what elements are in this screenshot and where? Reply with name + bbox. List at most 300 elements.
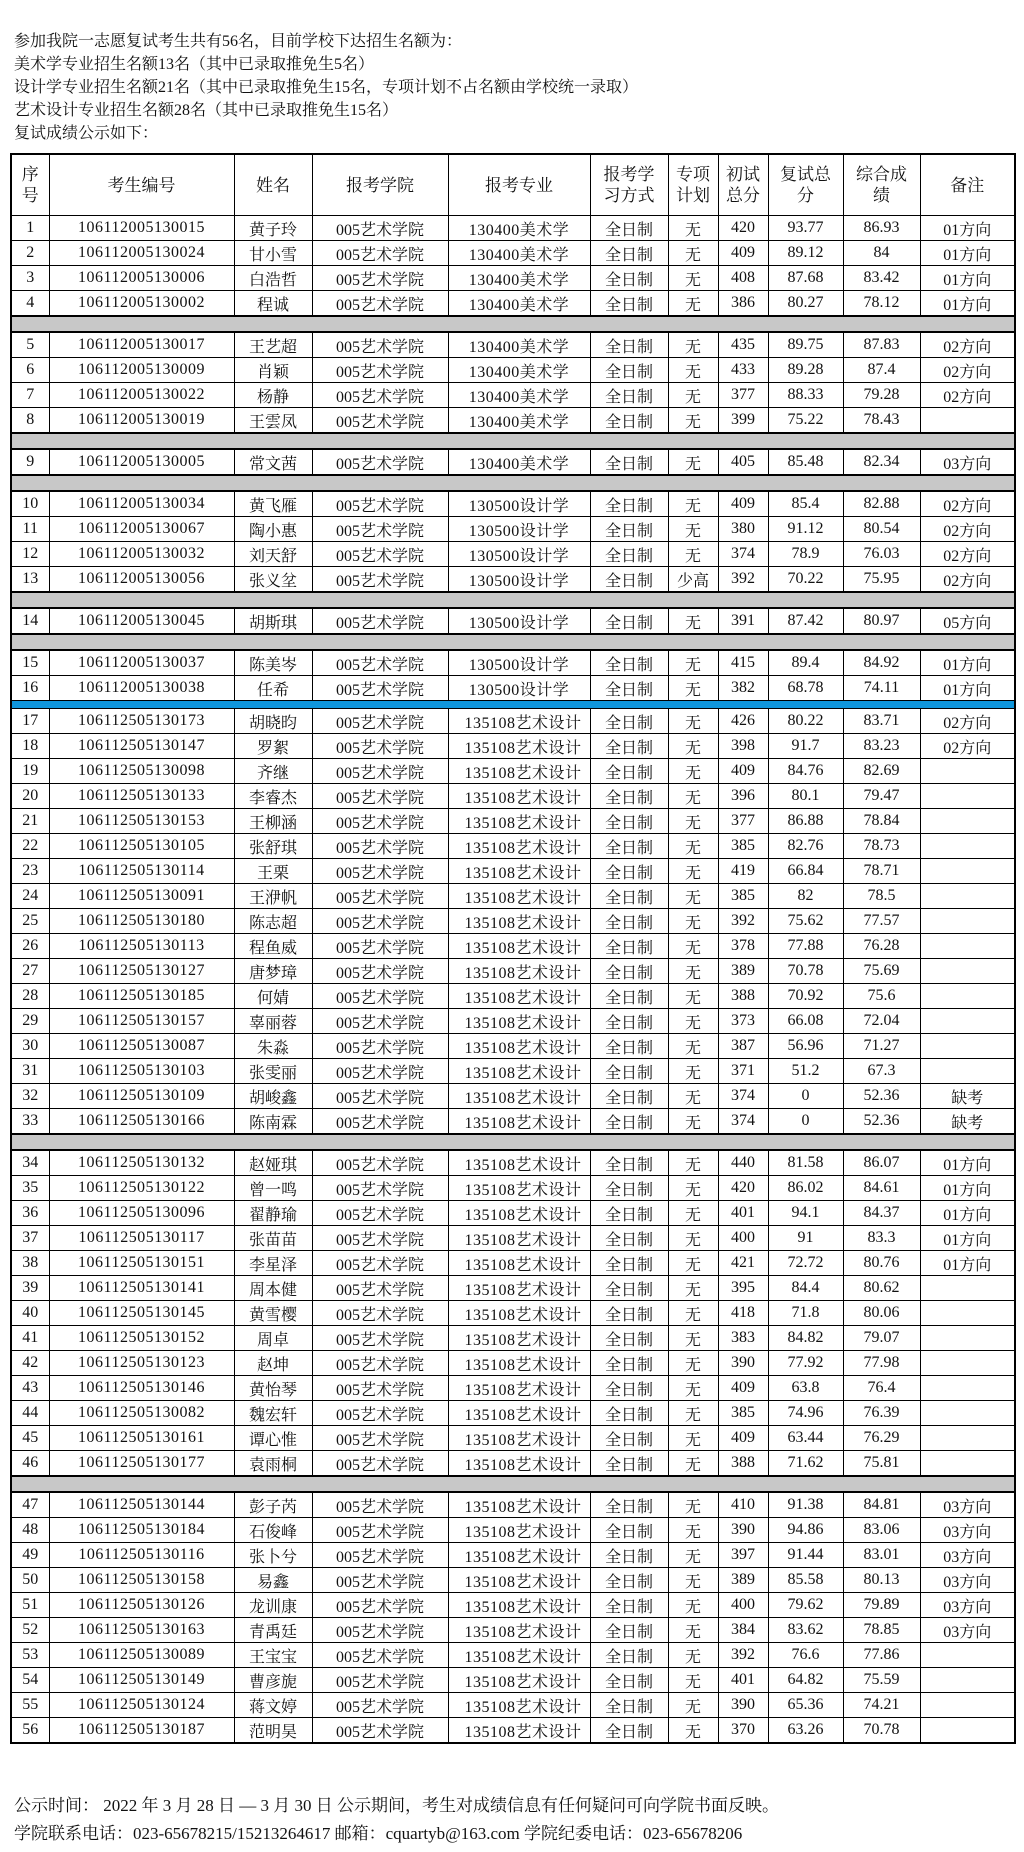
table-row <box>11 650 1015 676</box>
cell-study-mode: 全日制 <box>590 1568 668 1593</box>
table-row <box>11 1618 1015 1643</box>
cell-no: 30 <box>11 1034 49 1059</box>
cell-college: 005艺术学院 <box>312 1084 448 1109</box>
cell-initial-score: 370 <box>718 1718 768 1744</box>
cell-study-mode: 全日制 <box>590 934 668 959</box>
cell-retest-score: 74.96 <box>768 1401 843 1426</box>
cell-note: 01方向 <box>920 266 1015 291</box>
cell-retest-score: 89.4 <box>768 650 843 676</box>
cell-note <box>920 984 1015 1009</box>
cell-major: 130500设计学 <box>448 517 590 542</box>
cell-study-mode: 全日制 <box>590 676 668 701</box>
cell-study-mode: 全日制 <box>590 332 668 358</box>
cell-initial-score: 371 <box>718 1059 768 1084</box>
cell-study-mode: 全日制 <box>590 1593 668 1618</box>
cell-major: 135108艺术设计 <box>448 1376 590 1401</box>
table-row <box>11 709 1015 734</box>
cell-study-mode: 全日制 <box>590 1518 668 1543</box>
cell-no: 36 <box>11 1201 49 1226</box>
cell-study-mode: 全日制 <box>590 909 668 934</box>
cell-candidate-id: 106112505130153 <box>49 809 234 834</box>
cell-overall-score: 78.85 <box>843 1618 920 1643</box>
intro-line-fine-arts-quota: 美术学专业招生名额13名（其中已录取推免生5名） <box>14 56 375 73</box>
cell-initial-score: 420 <box>718 216 768 241</box>
cell-major: 135108艺术设计 <box>448 1426 590 1451</box>
cell-candidate-id: 106112505130113 <box>49 934 234 959</box>
cell-overall-score: 83.71 <box>843 709 920 734</box>
cell-note: 02方向 <box>920 542 1015 567</box>
cell-college: 005艺术学院 <box>312 834 448 859</box>
cell-major: 135108艺术设计 <box>448 984 590 1009</box>
cell-initial-score: 386 <box>718 291 768 317</box>
cell-no: 44 <box>11 1401 49 1426</box>
cell-major: 135108艺术设计 <box>448 1618 590 1643</box>
cell-overall-score: 80.62 <box>843 1276 920 1301</box>
cell-major: 130500设计学 <box>448 650 590 676</box>
cell-major: 130400美术学 <box>448 241 590 266</box>
table-body <box>11 216 1015 1744</box>
cell-overall-score: 77.86 <box>843 1643 920 1668</box>
cell-name: 胡斯琪 <box>234 608 312 634</box>
cell-special-plan: 无 <box>668 1176 718 1201</box>
cell-name: 王宝宝 <box>234 1643 312 1668</box>
cell-retest-score: 89.75 <box>768 332 843 358</box>
cell-retest-score: 70.92 <box>768 984 843 1009</box>
cell-retest-score: 86.88 <box>768 809 843 834</box>
col-header-initial-score: 初试总分 <box>718 154 768 216</box>
table-row <box>11 1251 1015 1276</box>
table-row <box>11 834 1015 859</box>
cell-study-mode: 全日制 <box>590 1251 668 1276</box>
cell-initial-score: 433 <box>718 358 768 383</box>
cell-candidate-id: 106112005130019 <box>49 408 234 434</box>
cell-candidate-id: 106112505130116 <box>49 1543 234 1568</box>
cell-overall-score: 75.6 <box>843 984 920 1009</box>
table-row <box>11 1226 1015 1251</box>
cell-special-plan: 无 <box>668 734 718 759</box>
col-header-study-mode: 报考学习方式 <box>590 154 668 216</box>
cell-overall-score: 76.28 <box>843 934 920 959</box>
cell-candidate-id: 106112505130185 <box>49 984 234 1009</box>
group-separator-band <box>11 475 1015 491</box>
col-header-special-plan: 专项计划 <box>668 154 718 216</box>
cell-college: 005艺术学院 <box>312 1376 448 1401</box>
table-row <box>11 542 1015 567</box>
cell-initial-score: 396 <box>718 784 768 809</box>
cell-special-plan: 无 <box>668 266 718 291</box>
table-row <box>11 676 1015 701</box>
cell-initial-score: 419 <box>718 859 768 884</box>
table-row <box>11 291 1015 317</box>
cell-special-plan: 无 <box>668 1251 718 1276</box>
cell-note: 01方向 <box>920 216 1015 241</box>
cell-study-mode: 全日制 <box>590 358 668 383</box>
cell-name: 赵娅琪 <box>234 1150 312 1176</box>
cell-initial-score: 392 <box>718 1643 768 1668</box>
cell-note: 01方向 <box>920 1201 1015 1226</box>
col-header-note: 备注 <box>920 154 1015 216</box>
cell-name: 常文茜 <box>234 449 312 475</box>
cell-candidate-id: 106112505130144 <box>49 1492 234 1518</box>
cell-study-mode: 全日制 <box>590 809 668 834</box>
cell-major: 135108艺术设计 <box>448 1226 590 1251</box>
cell-special-plan: 无 <box>668 542 718 567</box>
cell-name: 何婧 <box>234 984 312 1009</box>
cell-study-mode: 全日制 <box>590 567 668 593</box>
cell-initial-score: 374 <box>718 1084 768 1109</box>
cell-initial-score: 390 <box>718 1351 768 1376</box>
cell-no: 9 <box>11 449 49 475</box>
cell-name: 青禹廷 <box>234 1618 312 1643</box>
cell-major: 135108艺术设计 <box>448 709 590 734</box>
cell-college: 005艺术学院 <box>312 1301 448 1326</box>
cell-candidate-id: 106112505130180 <box>49 909 234 934</box>
cell-note: 02方向 <box>920 383 1015 408</box>
cell-major: 130400美术学 <box>448 408 590 434</box>
cell-candidate-id: 106112005130005 <box>49 449 234 475</box>
cell-initial-score: 409 <box>718 241 768 266</box>
table-row <box>11 1492 1015 1518</box>
cell-candidate-id: 106112505130141 <box>49 1276 234 1301</box>
table-row <box>11 759 1015 784</box>
cell-retest-score: 78.9 <box>768 542 843 567</box>
cell-initial-score: 415 <box>718 650 768 676</box>
intro-line-total: 参加我院一志愿复试考生共有56名，目前学校下达招生名额为： <box>14 33 463 50</box>
cell-major: 135108艺术设计 <box>448 1718 590 1744</box>
cell-special-plan: 无 <box>668 291 718 317</box>
cell-retest-score: 84.4 <box>768 1276 843 1301</box>
cell-no: 19 <box>11 759 49 784</box>
cell-major: 135108艺术设计 <box>448 1009 590 1034</box>
cell-no: 32 <box>11 1084 49 1109</box>
cell-name: 赵坤 <box>234 1351 312 1376</box>
cell-special-plan: 无 <box>668 676 718 701</box>
cell-candidate-id: 106112505130082 <box>49 1401 234 1426</box>
cell-major: 130400美术学 <box>448 358 590 383</box>
cell-college: 005艺术学院 <box>312 884 448 909</box>
cell-retest-score: 70.78 <box>768 959 843 984</box>
cell-no: 5 <box>11 332 49 358</box>
cell-no: 25 <box>11 909 49 934</box>
cell-candidate-id: 106112505130089 <box>49 1643 234 1668</box>
cell-special-plan: 无 <box>668 834 718 859</box>
col-header-name: 姓名 <box>234 154 312 216</box>
cell-study-mode: 全日制 <box>590 241 668 266</box>
cell-study-mode: 全日制 <box>590 834 668 859</box>
cell-note: 01方向 <box>920 241 1015 266</box>
cell-retest-score: 0 <box>768 1109 843 1135</box>
cell-major: 135108艺术设计 <box>448 1201 590 1226</box>
cell-name: 周本健 <box>234 1276 312 1301</box>
cell-candidate-id: 106112005130032 <box>49 542 234 567</box>
cell-retest-score: 91.38 <box>768 1492 843 1518</box>
cell-candidate-id: 106112505130091 <box>49 884 234 909</box>
cell-special-plan: 无 <box>668 1568 718 1593</box>
cell-special-plan: 无 <box>668 608 718 634</box>
cell-major: 135108艺术设计 <box>448 959 590 984</box>
cell-college: 005艺术学院 <box>312 1201 448 1226</box>
cell-retest-score: 76.6 <box>768 1643 843 1668</box>
col-header-candidate-id: 考生编号 <box>49 154 234 216</box>
cell-candidate-id: 106112505130117 <box>49 1226 234 1251</box>
cell-retest-score: 93.77 <box>768 216 843 241</box>
cell-name: 易鑫 <box>234 1568 312 1593</box>
cell-study-mode: 全日制 <box>590 884 668 909</box>
cell-name: 罗絮 <box>234 734 312 759</box>
cell-retest-score: 79.62 <box>768 1593 843 1618</box>
cell-study-mode: 全日制 <box>590 1693 668 1718</box>
cell-study-mode: 全日制 <box>590 784 668 809</box>
cell-no: 34 <box>11 1150 49 1176</box>
cell-overall-score: 71.27 <box>843 1034 920 1059</box>
cell-candidate-id: 106112005130015 <box>49 216 234 241</box>
cell-initial-score: 388 <box>718 984 768 1009</box>
cell-study-mode: 全日制 <box>590 1276 668 1301</box>
cell-special-plan: 无 <box>668 1451 718 1477</box>
cell-retest-score: 63.26 <box>768 1718 843 1744</box>
cell-note <box>920 909 1015 934</box>
cell-name: 朱淼 <box>234 1034 312 1059</box>
cell-study-mode: 全日制 <box>590 1718 668 1744</box>
cell-college: 005艺术学院 <box>312 1351 448 1376</box>
cell-no: 49 <box>11 1543 49 1568</box>
cell-major: 135108艺术设计 <box>448 1518 590 1543</box>
cell-college: 005艺术学院 <box>312 1492 448 1518</box>
cell-no: 54 <box>11 1668 49 1693</box>
cell-major: 135108艺术设计 <box>448 934 590 959</box>
cell-candidate-id: 106112505130145 <box>49 1301 234 1326</box>
cell-college: 005艺术学院 <box>312 449 448 475</box>
cell-major: 135108艺术设计 <box>448 1543 590 1568</box>
cell-special-plan: 少高 <box>668 567 718 593</box>
cell-name: 王栗 <box>234 859 312 884</box>
cell-candidate-id: 106112505130161 <box>49 1426 234 1451</box>
cell-special-plan: 无 <box>668 984 718 1009</box>
cell-initial-score: 373 <box>718 1009 768 1034</box>
cell-note <box>920 1426 1015 1451</box>
cell-major: 130400美术学 <box>448 266 590 291</box>
cell-no: 15 <box>11 650 49 676</box>
cell-no: 11 <box>11 517 49 542</box>
cell-name: 刘天舒 <box>234 542 312 567</box>
group-separator <box>11 1476 1015 1492</box>
cell-initial-score: 401 <box>718 1668 768 1693</box>
cell-no: 39 <box>11 1276 49 1301</box>
table-row <box>11 1568 1015 1593</box>
table-row <box>11 1351 1015 1376</box>
cell-note <box>920 1693 1015 1718</box>
cell-note <box>920 809 1015 834</box>
cell-overall-score: 78.5 <box>843 884 920 909</box>
cell-retest-score: 75.62 <box>768 909 843 934</box>
cell-note: 01方向 <box>920 676 1015 701</box>
cell-overall-score: 75.69 <box>843 959 920 984</box>
cell-college: 005艺术学院 <box>312 759 448 784</box>
cell-special-plan: 无 <box>668 1276 718 1301</box>
cell-candidate-id: 106112505130157 <box>49 1009 234 1034</box>
cell-no: 7 <box>11 383 49 408</box>
cell-overall-score: 78.43 <box>843 408 920 434</box>
cell-overall-score: 78.71 <box>843 859 920 884</box>
cell-study-mode: 全日制 <box>590 1034 668 1059</box>
cell-special-plan: 无 <box>668 1150 718 1176</box>
cell-no: 55 <box>11 1693 49 1718</box>
cell-note <box>920 884 1015 909</box>
cell-major: 135108艺术设计 <box>448 834 590 859</box>
cell-initial-score: 384 <box>718 1618 768 1643</box>
cell-candidate-id: 106112005130024 <box>49 241 234 266</box>
cell-candidate-id: 106112005130056 <box>49 567 234 593</box>
cell-retest-score: 94.1 <box>768 1201 843 1226</box>
cell-initial-score: 374 <box>718 542 768 567</box>
cell-major: 135108艺术设计 <box>448 1668 590 1693</box>
table-row <box>11 909 1015 934</box>
cell-note: 02方向 <box>920 709 1015 734</box>
cell-name: 魏宏轩 <box>234 1401 312 1426</box>
cell-note: 03方向 <box>920 1593 1015 1618</box>
cell-overall-score: 82.34 <box>843 449 920 475</box>
cell-note <box>920 1059 1015 1084</box>
cell-special-plan: 无 <box>668 408 718 434</box>
cell-major: 135108艺术设计 <box>448 909 590 934</box>
col-header-major: 报考专业 <box>448 154 590 216</box>
group-separator-band <box>11 592 1015 608</box>
cell-college: 005艺术学院 <box>312 984 448 1009</box>
cell-college: 005艺术学院 <box>312 934 448 959</box>
cell-study-mode: 全日制 <box>590 759 668 784</box>
cell-retest-score: 51.2 <box>768 1059 843 1084</box>
cell-college: 005艺术学院 <box>312 809 448 834</box>
cell-college: 005艺术学院 <box>312 1693 448 1718</box>
table-row <box>11 784 1015 809</box>
cell-note <box>920 408 1015 434</box>
cell-major: 135108艺术设计 <box>448 1109 590 1135</box>
cell-special-plan: 无 <box>668 383 718 408</box>
table-row <box>11 1034 1015 1059</box>
cell-college: 005艺术学院 <box>312 1518 448 1543</box>
cell-study-mode: 全日制 <box>590 1326 668 1351</box>
cell-candidate-id: 106112505130149 <box>49 1668 234 1693</box>
cell-major: 135108艺术设计 <box>448 734 590 759</box>
cell-retest-score: 91 <box>768 1226 843 1251</box>
cell-candidate-id: 106112005130034 <box>49 491 234 517</box>
cell-name: 辜丽蓉 <box>234 1009 312 1034</box>
cell-initial-score: 409 <box>718 491 768 517</box>
cell-study-mode: 全日制 <box>590 449 668 475</box>
cell-college: 005艺术学院 <box>312 491 448 517</box>
cell-study-mode: 全日制 <box>590 1401 668 1426</box>
cell-overall-score: 80.97 <box>843 608 920 634</box>
cell-no: 20 <box>11 784 49 809</box>
cell-overall-score: 79.28 <box>843 383 920 408</box>
cell-retest-score: 91.12 <box>768 517 843 542</box>
cell-candidate-id: 106112005130022 <box>49 383 234 408</box>
cell-study-mode: 全日制 <box>590 1543 668 1568</box>
cell-note <box>920 1718 1015 1744</box>
cell-major: 135108艺术设计 <box>448 859 590 884</box>
cell-study-mode: 全日制 <box>590 1492 668 1518</box>
cell-no: 46 <box>11 1451 49 1477</box>
group-separator <box>11 592 1015 608</box>
cell-study-mode: 全日制 <box>590 1301 668 1326</box>
cell-college: 005艺术学院 <box>312 859 448 884</box>
cell-initial-score: 421 <box>718 1251 768 1276</box>
cell-retest-score: 68.78 <box>768 676 843 701</box>
cell-name: 王洢帆 <box>234 884 312 909</box>
cell-study-mode: 全日制 <box>590 1150 668 1176</box>
cell-major: 135108艺术设计 <box>448 1492 590 1518</box>
table-row <box>11 1718 1015 1744</box>
cell-retest-score: 80.1 <box>768 784 843 809</box>
cell-college: 005艺术学院 <box>312 1718 448 1744</box>
cell-candidate-id: 106112505130122 <box>49 1176 234 1201</box>
cell-initial-score: 409 <box>718 1376 768 1401</box>
cell-special-plan: 无 <box>668 358 718 383</box>
cell-special-plan: 无 <box>668 1201 718 1226</box>
cell-overall-score: 86.07 <box>843 1150 920 1176</box>
cell-name: 唐梦璋 <box>234 959 312 984</box>
cell-major: 135108艺术设计 <box>448 1034 590 1059</box>
cell-college: 005艺术学院 <box>312 332 448 358</box>
cell-retest-score: 89.12 <box>768 241 843 266</box>
cell-no: 17 <box>11 709 49 734</box>
cell-overall-score: 77.57 <box>843 909 920 934</box>
cell-note: 缺考 <box>920 1084 1015 1109</box>
cell-overall-score: 72.04 <box>843 1009 920 1034</box>
cell-special-plan: 无 <box>668 1376 718 1401</box>
cell-candidate-id: 106112505130133 <box>49 784 234 809</box>
cell-college: 005艺术学院 <box>312 266 448 291</box>
cell-retest-score: 80.27 <box>768 291 843 317</box>
cell-initial-score: 405 <box>718 449 768 475</box>
cell-candidate-id: 106112005130002 <box>49 291 234 317</box>
cell-name: 张雯丽 <box>234 1059 312 1084</box>
cell-retest-score: 63.8 <box>768 1376 843 1401</box>
cell-major: 135108艺术设计 <box>448 1326 590 1351</box>
cell-note <box>920 934 1015 959</box>
cell-special-plan: 无 <box>668 216 718 241</box>
cell-study-mode: 全日制 <box>590 709 668 734</box>
cell-special-plan: 无 <box>668 1009 718 1034</box>
cell-name: 肖颖 <box>234 358 312 383</box>
cell-initial-score: 377 <box>718 383 768 408</box>
cell-initial-score: 408 <box>718 266 768 291</box>
cell-note: 02方向 <box>920 332 1015 358</box>
cell-initial-score: 426 <box>718 709 768 734</box>
cell-retest-score: 85.4 <box>768 491 843 517</box>
cell-major: 135108艺术设计 <box>448 1568 590 1593</box>
cell-study-mode: 全日制 <box>590 959 668 984</box>
cell-candidate-id: 106112505130096 <box>49 1201 234 1226</box>
cell-name: 蒋文婷 <box>234 1693 312 1718</box>
cell-college: 005艺术学院 <box>312 291 448 317</box>
cell-candidate-id: 106112505130098 <box>49 759 234 784</box>
cell-overall-score: 82.88 <box>843 491 920 517</box>
group-separator-band <box>11 1134 1015 1150</box>
cell-overall-score: 80.54 <box>843 517 920 542</box>
cell-overall-score: 84.61 <box>843 1176 920 1201</box>
cell-initial-score: 397 <box>718 1543 768 1568</box>
cell-no: 28 <box>11 984 49 1009</box>
table-row <box>11 449 1015 475</box>
cell-initial-score: 382 <box>718 676 768 701</box>
cell-study-mode: 全日制 <box>590 1009 668 1034</box>
table-row <box>11 1693 1015 1718</box>
cell-major: 130400美术学 <box>448 216 590 241</box>
table-row <box>11 1176 1015 1201</box>
cell-study-mode: 全日制 <box>590 383 668 408</box>
cell-college: 005艺术学院 <box>312 784 448 809</box>
